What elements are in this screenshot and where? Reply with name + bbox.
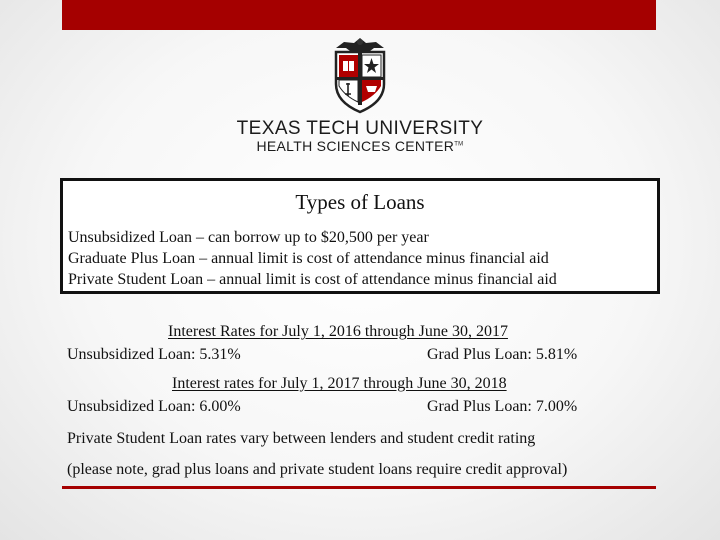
rate-unsubsidized-2017: Unsubsidized Loan: 6.00% xyxy=(67,398,241,415)
private-loan-rates-note: Private Student Loan rates vary between lenders and student credit rating xyxy=(67,430,536,447)
loan-line-unsubsidized: Unsubsidized Loan – can borrow up to $20,500 per year xyxy=(68,229,429,246)
rates-heading-2017: Interest rates for July 1, 2017 through June 30, 2018 xyxy=(172,375,507,392)
bottom-accent-rule xyxy=(62,486,656,489)
rate-grad-plus-2016: Grad Plus Loan: 5.81% xyxy=(427,346,578,363)
university-seal-icon xyxy=(330,36,390,114)
rates-heading-2016: Interest Rates for July 1, 2016 through June 30, 2017 xyxy=(168,323,508,340)
logo-wordmark-center xyxy=(0,138,720,154)
top-accent-bar xyxy=(62,0,656,30)
loan-line-private: Private Student Loan – annual limit is cost of attendance minus financial aid xyxy=(68,271,557,288)
trademark-mark: TM xyxy=(454,141,464,148)
types-of-loans-box xyxy=(60,178,660,294)
loans-box-title: Types of Loans xyxy=(295,190,425,214)
rate-unsubsidized-2016: Unsubsidized Loan: 5.31% xyxy=(67,346,241,363)
rate-grad-plus-2017: Grad Plus Loan: 7.00% xyxy=(427,398,578,415)
loan-line-graduate-plus: Graduate Plus Loan – annual limit is cost of attendance minus financial aid xyxy=(68,250,549,267)
logo-wordmark-university: TEXAS TECH UNIVERSITY xyxy=(236,118,484,139)
credit-approval-note: (please note, grad plus loans and private student loans require credit approval) xyxy=(67,461,568,478)
logo-center-text: HEALTH SCIENCES CENTER xyxy=(256,138,455,154)
